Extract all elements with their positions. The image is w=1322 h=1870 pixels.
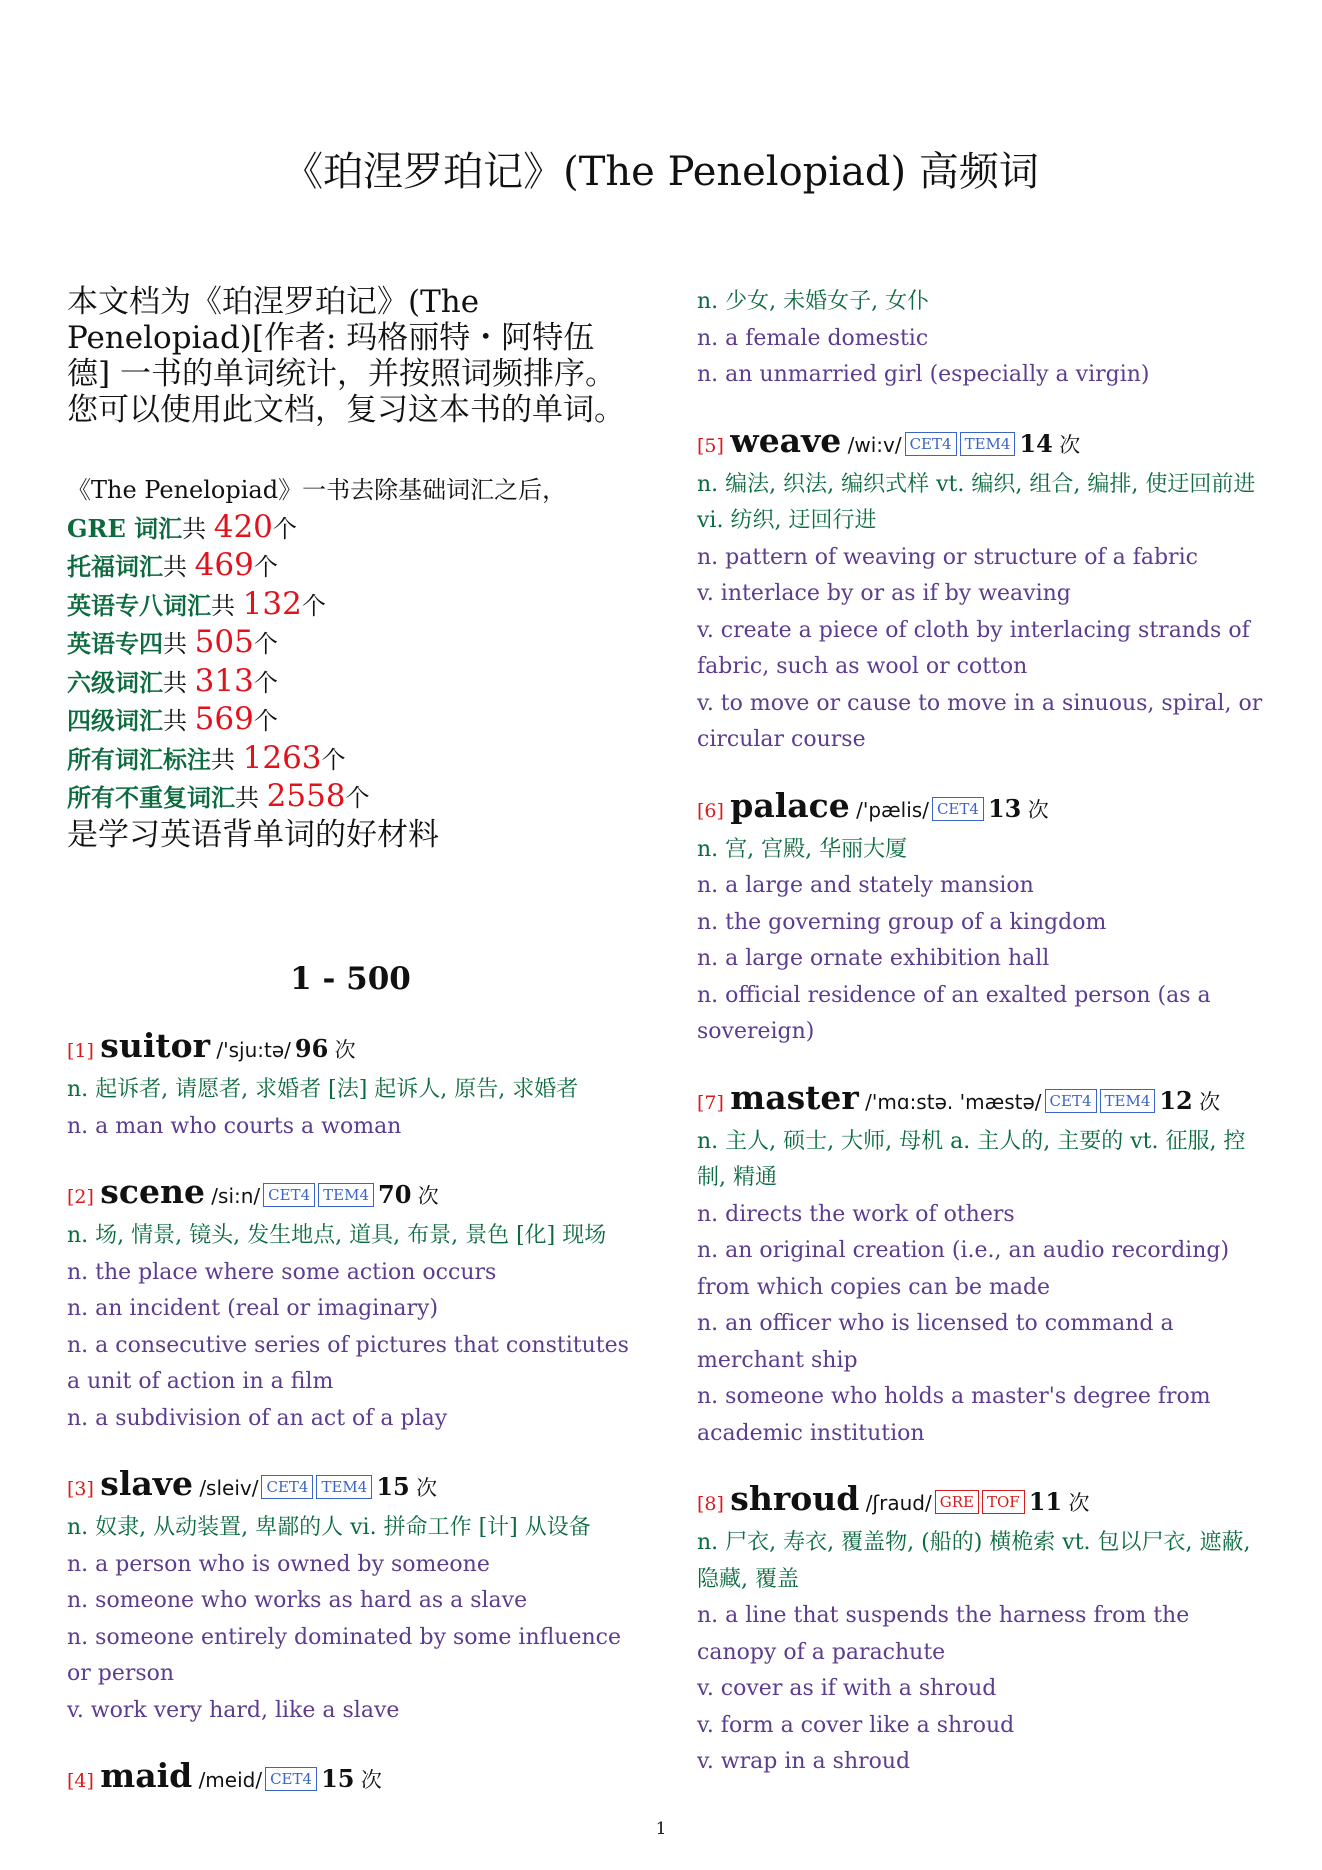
- entry-word: palace: [730, 785, 850, 825]
- stat-mid: 共: [211, 591, 243, 620]
- entry-index: [2]: [67, 1186, 94, 1208]
- english-definition: n. a line that suspends the harness from the canopy of a parachute: [697, 1603, 1190, 1665]
- entry-phonetic: /ʃraud/: [865, 1491, 932, 1515]
- entry-header: [697, 1077, 1264, 1124]
- stat-count: 313: [194, 662, 254, 699]
- exam-tag: CET4: [932, 797, 984, 821]
- word-entry: [67, 1463, 634, 1729]
- english-definition: v. interlace by or as if by weaving: [697, 581, 1071, 606]
- stat-suffix: 个: [253, 668, 278, 697]
- stat-label: 四级词汇: [67, 706, 163, 735]
- entry-phonetic: /meid/: [198, 1768, 263, 1792]
- stat-label: 托福词汇: [67, 552, 163, 581]
- stat-mid: 共: [182, 514, 214, 543]
- english-definition: v. to move or cause to move in a sinuous, spiral, or circular course: [697, 690, 1263, 752]
- word-entry: [67, 1755, 634, 1802]
- stat-suffix: 个: [301, 591, 326, 620]
- exam-tag: TEM4: [1100, 1089, 1156, 1113]
- stats-lead: 《The Penelopiad》一书去除基础词汇之后，: [67, 476, 567, 504]
- right-column: [697, 284, 1264, 1781]
- exam-tag: CET4: [905, 432, 957, 456]
- entry-word: weave: [730, 420, 842, 460]
- stat-row: [67, 778, 634, 817]
- word-entry: [697, 1478, 1264, 1781]
- english-definition: n. an incident (real or imaginary): [67, 1296, 439, 1321]
- english-definition: n. an officer who is licensed to command a merchant ship: [697, 1311, 1174, 1373]
- word-entry: [697, 785, 1264, 1051]
- chinese-definition: n. 宫, 宫殿, 华丽大厦: [697, 836, 908, 862]
- english-definition: n. a person who is owned by someone: [67, 1551, 490, 1577]
- stat-mid: 共: [211, 745, 243, 774]
- exam-tag: TEM4: [316, 1475, 372, 1499]
- times-label: 次: [1199, 1089, 1221, 1114]
- stat-count: 1263: [242, 739, 322, 776]
- chinese-definition: n. 奴隶, 从动装置, 卑鄙的人 vi. 拼命工作 [计] 从设备: [67, 1515, 591, 1540]
- chinese-definition: n. 尸衣, 寿衣, 覆盖物, (船的) 横桅索 vt. 包以尸衣, 遮蔽, 隐藏, 覆盖: [697, 1530, 1251, 1592]
- times-label: 次: [1059, 432, 1081, 457]
- stat-label: 所有不重复词汇: [67, 783, 235, 812]
- exam-tag: CET4: [265, 1767, 317, 1791]
- english-definition: v. form a cover like a shroud: [697, 1712, 1015, 1738]
- stat-count: 569: [194, 701, 254, 737]
- english-definition: n. a large ornate exhibition hall: [697, 946, 1050, 971]
- entry-list-left: [67, 1025, 634, 1802]
- entry-count: 70: [378, 1180, 412, 1209]
- entry-index: [7]: [697, 1091, 724, 1114]
- english-definition: n. someone who works as hard as a slave: [67, 1588, 528, 1613]
- stat-label: 英语专四: [67, 629, 163, 658]
- entry-header: [697, 420, 1264, 467]
- entry-count: 15: [321, 1764, 355, 1793]
- entry-word: slave: [100, 1464, 193, 1503]
- stat-suffix: 个: [345, 784, 370, 812]
- entry-count: 13: [987, 793, 1022, 823]
- entry-continuation: [697, 284, 1264, 394]
- english-definition: n. pattern of weaving or structure of a fabric: [697, 544, 1198, 570]
- stat-row: [67, 740, 634, 779]
- entry-index: [1]: [67, 1040, 94, 1062]
- stat-mid: 共: [235, 784, 267, 812]
- entry-phonetic: /wi:v/: [847, 432, 902, 457]
- stat-row: [67, 509, 634, 548]
- stat-count: 505: [194, 624, 254, 660]
- stat-label: 所有词汇标注: [67, 744, 211, 774]
- english-definition: n. a female domestic: [697, 325, 929, 351]
- english-definition: n. someone who holds a master's degree from academic institution: [697, 1384, 1211, 1446]
- stats-closing: 是学习英语背单词的好材料: [67, 816, 439, 853]
- stat-mid: 共: [163, 630, 195, 658]
- times-label: 次: [360, 1768, 382, 1792]
- entry-phonetic: /'pælis/: [856, 797, 929, 822]
- word-entry: [67, 1171, 634, 1437]
- stat-mid: 共: [163, 553, 195, 581]
- chinese-definition: n. 少女, 未婚女子, 女仆: [697, 289, 930, 314]
- stat-row: [67, 547, 634, 586]
- entry-phonetic: /'sju:tə/: [216, 1038, 291, 1062]
- stat-row: [67, 586, 634, 625]
- stat-count: 2558: [266, 778, 346, 814]
- times-label: 次: [1027, 797, 1049, 822]
- entry-header: [697, 785, 1264, 832]
- exam-tag: TEM4: [318, 1183, 374, 1207]
- left-column: [67, 284, 634, 1802]
- stat-suffix: 个: [253, 630, 278, 658]
- chinese-definition: n. 起诉者, 请愿者, 求婚者 [法] 起诉人, 原告, 求婚者: [67, 1077, 579, 1102]
- chinese-definition: n. 编法, 织法, 编织式样 vt. 编织, 组合, 编排, 使迂回前进 vi. 纺织, 迂回行进: [697, 471, 1256, 533]
- english-definition: v. cover as if with a shroud: [697, 1676, 997, 1701]
- entry-count: 15: [376, 1472, 410, 1501]
- english-definition: n. a man who courts a woman: [67, 1113, 402, 1139]
- entry-index: [6]: [697, 799, 724, 822]
- exam-tag: TEM4: [960, 432, 1016, 456]
- exam-tag: CET4: [1045, 1089, 1097, 1113]
- entry-phonetic: /sleiv/: [199, 1476, 259, 1500]
- intro-paragraph: 本文档为《珀涅罗珀记》(The Penelopiad)[作者: 玛格丽特・阿特伍德] 一书的单词统计，并按照词频排序。您可以使用此文档，复习这本书的单词。: [67, 284, 625, 428]
- english-definition: v. create a piece of cloth by interlacing strands of fabric, such as wool or cotton: [697, 617, 1250, 679]
- chinese-definition: n. 主人, 硕士, 大师, 母机 a. 主人的, 主要的 vt. 征服, 控制, 精通: [697, 1128, 1246, 1190]
- english-definition: n. a large and stately mansion: [697, 873, 1034, 898]
- stat-row: [67, 663, 634, 702]
- stat-row: [67, 701, 634, 740]
- stat-suffix: 个: [272, 514, 297, 543]
- entry-header: [697, 1478, 1264, 1525]
- exam-tag: CET4: [261, 1475, 313, 1499]
- entry-phonetic: /'mɑ:stə. 'mæstə/: [865, 1089, 1042, 1114]
- english-definition: n. a subdivision of an act of a play: [67, 1405, 448, 1431]
- stat-mid: 共: [163, 668, 195, 697]
- page-number: 1: [655, 1819, 667, 1839]
- stat-row: [67, 624, 634, 663]
- entry-header: [67, 1025, 634, 1072]
- stat-suffix: 个: [253, 553, 278, 581]
- english-definition: n. the place where some action occurs: [67, 1259, 497, 1285]
- english-definition: n. a consecutive series of pictures that constitutes a unit of action in a film: [67, 1332, 629, 1394]
- entry-count: 14: [1019, 428, 1053, 458]
- entry-word: master: [730, 1077, 859, 1117]
- entry-word: shroud: [730, 1479, 860, 1518]
- english-definition: n. an unmarried girl (especially a virgin): [697, 362, 1150, 387]
- entry-index: [4]: [67, 1770, 94, 1792]
- stat-count: 420: [213, 508, 273, 545]
- word-entry: [67, 1025, 634, 1145]
- english-definition: n. the governing group of a kingdom: [697, 909, 1107, 935]
- english-definition: v. wrap in a shroud: [697, 1749, 911, 1774]
- chinese-definition: n. 场, 情景, 镜头, 发生地点, 道具, 布景, 景色 [化] 现场: [67, 1223, 607, 1248]
- english-definition: n. someone entirely dominated by some influence or person: [67, 1624, 621, 1686]
- stat-label: 六级词汇: [67, 667, 163, 697]
- times-label: 次: [417, 1184, 439, 1208]
- entry-word: suitor: [100, 1026, 211, 1065]
- entry-word: scene: [100, 1172, 205, 1211]
- vocabulary-stats: [67, 472, 634, 853]
- entry-header: [67, 1463, 634, 1510]
- times-label: 次: [334, 1038, 356, 1062]
- stat-mid: 共: [163, 707, 195, 735]
- english-definition: v. work very hard, like a slave: [67, 1697, 400, 1723]
- times-label: 次: [1068, 1491, 1090, 1515]
- entry-index: [5]: [697, 434, 724, 457]
- entry-count: 96: [294, 1034, 329, 1063]
- entry-list-right: [697, 420, 1264, 1781]
- entry-index: [3]: [67, 1478, 94, 1500]
- entry-count: 11: [1028, 1487, 1063, 1516]
- entry-header: [67, 1171, 634, 1218]
- exam-tag: CET4: [263, 1183, 315, 1207]
- exam-tag: TOF: [982, 1490, 1025, 1514]
- entry-phonetic: /si:n/: [211, 1184, 261, 1208]
- times-label: 次: [416, 1476, 438, 1500]
- stat-suffix: 个: [253, 707, 278, 735]
- document-title: 《珀涅罗珀记》(The Penelopiad) 高频词: [283, 149, 1039, 195]
- english-definition: n. official residence of an exalted person (as a sovereign): [697, 982, 1211, 1044]
- stat-label: 英语专八词汇: [67, 590, 211, 620]
- entry-header: [67, 1755, 634, 1802]
- entry-index: [8]: [697, 1493, 724, 1515]
- english-definition: n. an original creation (i.e., an audio recording) from which copies can be made: [697, 1238, 1230, 1300]
- stat-count: 132: [242, 585, 302, 622]
- entry-count: 12: [1159, 1085, 1193, 1115]
- exam-tag: GRE: [935, 1490, 979, 1514]
- word-entry: [697, 1077, 1264, 1453]
- stat-count: 469: [194, 547, 254, 583]
- english-definition: n. directs the work of others: [697, 1201, 1015, 1227]
- stat-suffix: 个: [321, 745, 346, 774]
- entry-word: maid: [100, 1756, 193, 1795]
- stat-label: GRE 词汇: [67, 513, 183, 543]
- stats-rows: [67, 509, 634, 817]
- word-entry: [697, 420, 1264, 759]
- range-heading: 1 - 500: [290, 961, 411, 997]
